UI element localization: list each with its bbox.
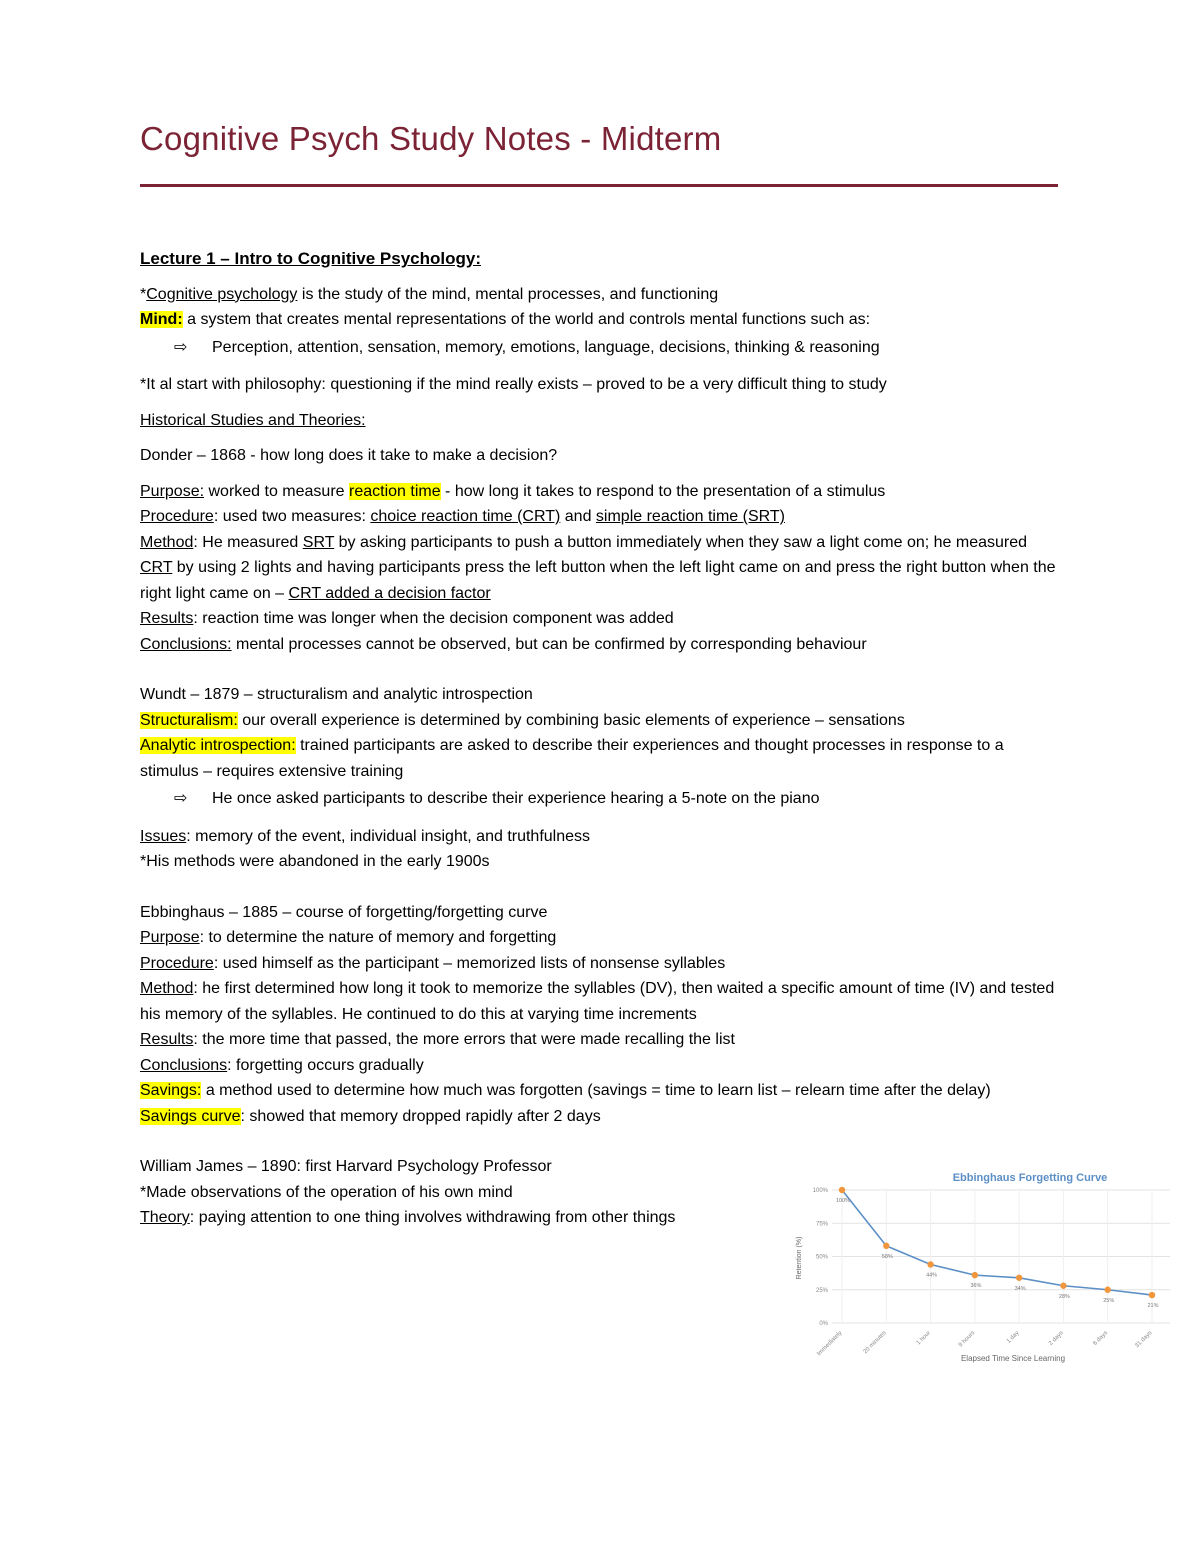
donder-procedure-crt: choice reaction time (CRT) <box>370 508 561 525</box>
donder-conclusions <box>140 632 1060 658</box>
bullet-text: He once asked participants to describe their experience hearing a 5-note on the piano <box>212 790 820 807</box>
ebb-procedure-text: : used himself as the participant – memorized lists of nonsense syllables <box>213 954 726 972</box>
data-point <box>1060 1283 1066 1289</box>
philosophy-line: *It al start with philosophy: questioning if the mind really exists – proved to be a very difficult thing to study <box>140 376 887 393</box>
donder-purpose-b: - how long it takes to respond to the presentation of a stimulus <box>440 482 886 500</box>
y-tick-label: 50% <box>815 1254 828 1261</box>
y-tick-label: 25% <box>815 1287 828 1294</box>
donder-procedure-a: : used two measures: <box>213 508 371 525</box>
donder-method-label: Method <box>140 533 194 551</box>
ebb-method-text: : he first determined how long it took to memorize the syllables (DV), then waited a specific amount of time (IV) and tested his memory of the syllables. He continued to do this at varying time increments <box>140 980 1055 1023</box>
data-point <box>972 1272 978 1278</box>
wundt-abandoned: *His methods were abandoned in the early 1900s <box>140 853 490 870</box>
x-tick-label: 20 minutes <box>862 1330 888 1356</box>
ebb-purpose-text: : to determine the nature of memory and forgetting <box>199 929 557 946</box>
x-tick-label: 2 days <box>1048 1330 1065 1347</box>
ebb-results-label: Results <box>140 1031 194 1048</box>
donder-conclusions-label: Conclusions: <box>140 635 232 653</box>
bullet-text: Perception, attention, sensation, memory, emotions, language, decisions, thinking & reasoning <box>212 338 880 356</box>
donder-method-d: CRT added a decision factor <box>288 584 491 602</box>
james-theory-label: Theory <box>140 1209 190 1226</box>
arrow-icon: ⇨ <box>174 338 188 356</box>
chart-title: Ebbinghaus Forgetting Curve <box>952 1172 1108 1184</box>
james-observations: *Made observations of the operation of his own mind <box>140 1183 513 1201</box>
ebbinghaus-conclusions <box>140 1053 1060 1079</box>
donder-header: Donder – 1868 - how long does it take to make a decision? <box>140 447 558 464</box>
x-tick-label: Immediately <box>816 1330 844 1358</box>
data-label: 58% <box>881 1253 893 1260</box>
data-point <box>839 1187 845 1193</box>
x-tick-label: 6 days <box>1092 1330 1110 1347</box>
donder-purpose <box>140 479 1060 505</box>
data-point <box>1105 1287 1111 1293</box>
ebb-method-label: Method <box>140 980 194 997</box>
chart-y-axis-label: Retention (%) <box>796 1236 803 1280</box>
chart-marks <box>836 1187 1159 1309</box>
x-tick-label: 1 hour <box>915 1330 932 1347</box>
mind-text: a system that creates mental representations of the world and controls mental functions such as: <box>182 311 871 328</box>
ebb-conclusions-text: : forgetting occurs gradually <box>227 1056 424 1074</box>
donder-procedure <box>140 504 1060 530</box>
ebb-curve-text: : showed that memory dropped rapidly after 2 days <box>240 1107 601 1125</box>
donder-procedure-and: and <box>560 508 596 525</box>
data-point <box>883 1243 889 1249</box>
donder-results-label: Results <box>140 610 194 627</box>
wundt-header: Wundt – 1879 – structuralism and analytic introspection <box>140 686 533 703</box>
donder-method <box>140 530 1060 607</box>
arrow-icon: ⇨ <box>174 790 188 807</box>
wundt-intro-label: Analytic introspection: <box>140 737 296 754</box>
ebb-results-text: : the more time that passed, the more errors that were made recalling the list <box>193 1031 735 1048</box>
ebbinghaus-header: Ebbinghaus – 1885 – course of forgetting/forgetting curve <box>140 903 548 921</box>
data-label: 28% <box>1058 1293 1070 1300</box>
wundt-struct-label: Structuralism: <box>140 711 238 729</box>
mind-label: Mind: <box>140 311 183 328</box>
ebbinghaus-savings <box>140 1078 1060 1104</box>
wundt-issues-label: Issues <box>140 827 187 845</box>
james-header: William James – 1890: first Harvard Psychology Professor <box>140 1158 552 1175</box>
ebb-savings-label: Savings: <box>140 1082 202 1099</box>
y-tick-label: 75% <box>815 1221 828 1228</box>
ebbinghaus-procedure <box>140 951 1060 977</box>
data-point <box>927 1261 933 1267</box>
donder-method-c: by using 2 lights and having participants press the left button when the left light came on and press the right button when the right light came on – <box>140 559 1056 602</box>
donder-conclusions-text: mental processes cannot be observed, but can be confirmed by corresponding behaviour <box>231 635 867 653</box>
data-label: 36% <box>970 1283 982 1290</box>
wundt-introspection <box>140 733 1060 784</box>
intro-line <box>140 282 1060 308</box>
james-theory-text: : paying attention to one thing involves withdrawing from other things <box>189 1209 676 1226</box>
bullet-perception <box>140 335 1060 361</box>
donder-method-a: : He measured <box>193 533 303 551</box>
ebbinghaus-purpose <box>140 925 1060 951</box>
wundt-intro-text: trained participants are asked to describe their experiences and thought processes in response to a stimulus – requires extensive training <box>140 737 1004 780</box>
data-label: 34% <box>1014 1285 1026 1292</box>
donder-purpose-a: worked to measure <box>204 482 349 500</box>
data-label: 25% <box>1103 1297 1115 1304</box>
chart-x-axis-label: Elapsed Time Since Learning <box>960 1354 1066 1363</box>
ebbinghaus-results <box>140 1027 1060 1053</box>
ebb-purpose-label: Purpose <box>140 929 200 946</box>
ebb-curve-label: Savings curve <box>140 1107 241 1125</box>
intro-term: Cognitive psychology <box>146 285 298 303</box>
wundt-structuralism <box>140 708 1060 734</box>
wundt-issues-text: : memory of the event, individual insight, and truthfulness <box>186 827 591 845</box>
series-line <box>842 1190 1152 1295</box>
title-divider <box>140 184 1058 187</box>
data-label: 21% <box>1147 1303 1159 1310</box>
ebb-procedure-label: Procedure <box>140 954 214 972</box>
ebb-savings-text: a method used to determine how much was forgotten (savings = time to learn list – relearn time after the delay) <box>201 1082 991 1099</box>
donder-purpose-highlight: reaction time <box>349 482 441 500</box>
y-tick-label: 0% <box>819 1321 828 1327</box>
wundt-struct-text: our overall experience is determined by combining basic elements of experience – sensations <box>237 711 905 729</box>
x-tick-label: 31 days <box>1134 1330 1154 1350</box>
donder-purpose-label: Purpose: <box>140 482 205 500</box>
intro-star: * <box>140 285 147 303</box>
donder-method-crt: CRT <box>140 559 173 576</box>
x-tick-label: 9 hours <box>957 1330 977 1349</box>
bullet-piano <box>140 786 1060 812</box>
intro-rest: is the study of the mind, mental processes, and functioning <box>297 285 719 303</box>
document-body <box>140 246 1060 1231</box>
donder-results <box>140 606 1060 632</box>
donder-procedure-srt: simple reaction time (SRT) <box>595 508 786 525</box>
chart-grid <box>813 1188 1170 1357</box>
data-point <box>1149 1292 1155 1298</box>
data-label: 44% <box>926 1272 938 1279</box>
mind-line <box>140 307 1060 333</box>
document-title: Cognitive Psych Study Notes - Midterm <box>140 120 722 157</box>
wundt-issues <box>140 824 1060 850</box>
donder-method-b: by asking participants to push a button immediately when they saw a light come on; he measured <box>334 533 1028 551</box>
donder-results-text: : reaction time was longer when the decision component was added <box>193 610 674 627</box>
forgetting-curve-chart <box>780 1160 1175 1375</box>
data-point <box>1016 1275 1022 1281</box>
data-label: 100% <box>835 1198 851 1204</box>
lecture-heading: Lecture 1 – Intro to Cognitive Psychology: <box>140 249 481 268</box>
y-tick-label: 100% <box>812 1188 828 1194</box>
x-tick-label: 1 day <box>1005 1330 1021 1345</box>
donder-procedure-label: Procedure <box>140 508 214 525</box>
historical-heading: Historical Studies and Theories: <box>140 411 366 429</box>
ebbinghaus-method <box>140 976 1060 1027</box>
ebbinghaus-savings-curve <box>140 1104 1060 1130</box>
donder-method-srt: SRT <box>302 533 335 551</box>
ebb-conclusions-label: Conclusions <box>140 1056 228 1074</box>
